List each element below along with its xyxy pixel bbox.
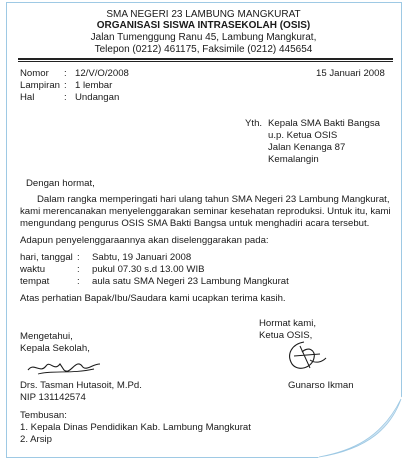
- letter-date: 15 Januari 2008: [316, 68, 385, 79]
- paragraph-line-2: kami merencanakan menyelenggarakan seminar kesehatan reproduksi. Untuk itu, kami: [20, 206, 391, 217]
- schedule-value-time: pukul 07.30 s.d 13.00 WIB: [92, 264, 205, 275]
- letterhead-school: SMA NEGERI 23 LAMBUNG MANGKURAT: [106, 9, 301, 20]
- recipient-line1: Kepala SMA Bakti Bangsa: [268, 118, 380, 129]
- cc-title: Tembusan:: [20, 410, 67, 421]
- schedule-intro: Adapun penyelenggaraannya akan diselenggarakan pada:: [20, 235, 269, 246]
- hal-value: Undangan: [75, 92, 120, 103]
- letterhead-organization: ORGANISASI SISWA INTRASEKOLAH (OSIS): [96, 20, 311, 31]
- schedule-colon-place: :: [77, 276, 80, 287]
- recipient-line4: Kemalangin: [268, 154, 319, 165]
- lampiran-value: 1 lembar: [75, 80, 113, 91]
- letterhead-divider-thin: [18, 61, 393, 62]
- cc-item-1: 1. Kepala Dinas Pendidikan Kab. Lambung Mangkurat: [20, 422, 251, 433]
- nomor-label: Nomor: [20, 68, 49, 79]
- signature-left-greeting: Mengetahui,: [20, 331, 73, 342]
- signature-right-name: Gunarso Ikman: [288, 380, 354, 391]
- signature-left-nip: NIP 131142574: [20, 392, 86, 403]
- letterhead-address: Jalan Tumenggung Ranu 45, Lambung Mangkurat,: [90, 32, 317, 43]
- letterhead-phone: Telepon (0212) 461175, Faksimile (0212) 445654: [94, 44, 313, 55]
- schedule-label-time: waktu: [20, 264, 46, 275]
- signature-right-greeting: Hormat kami,: [259, 318, 317, 329]
- paragraph-line-3: mengundang pengurus OSIS SMA Bakti Bangsa untuk menghadiri acara tersebut.: [20, 218, 370, 229]
- schedule-label-day: hari, tanggal: [20, 252, 73, 263]
- closing-sentence: Atas perhatian Bapak/Ibu/Saudara kami ucapkan terima kasih.: [20, 293, 286, 304]
- headmaster-signature: [24, 352, 104, 380]
- paragraph-line-1: Dalam rangka memperingati hari ulang tahun SMA Negeri 23 Lambung Mangkurat,: [37, 194, 390, 205]
- signature-left-name: Drs. Tasman Hutasoit, M.Pd.: [20, 380, 142, 391]
- hal-colon: :: [64, 92, 67, 103]
- signature-left-title: Kepala Sekolah,: [20, 343, 90, 354]
- recipient-yth: Yth.: [245, 118, 263, 129]
- signature-right-title: Ketua OSIS,: [259, 330, 313, 341]
- schedule-value-day: Sabtu, 19 Januari 2008: [92, 252, 192, 263]
- schedule-colon-time: :: [77, 264, 80, 275]
- nomor-colon: :: [64, 68, 67, 79]
- schedule-label-place: tempat: [20, 276, 50, 287]
- lampiran-colon: :: [64, 80, 67, 91]
- hal-label: Hal: [20, 92, 35, 103]
- page-curl-decoration: [311, 393, 407, 463]
- lampiran-label: Lampiran: [20, 80, 60, 91]
- osis-chair-signature: [280, 338, 330, 374]
- schedule-value-place: aula satu SMA Negeri 23 Lambung Mangkurat: [92, 276, 289, 287]
- recipient-line3: Jalan Kenanga 87: [268, 142, 346, 153]
- nomor-value: 12/V/O/2008: [75, 68, 129, 79]
- schedule-colon-day: :: [77, 252, 80, 263]
- recipient-line2: u.p. Ketua OSIS: [268, 130, 338, 141]
- greeting: Dengan hormat,: [26, 178, 95, 189]
- cc-item-2: 2. Arsip: [20, 434, 52, 445]
- letterhead-divider: [18, 58, 393, 60]
